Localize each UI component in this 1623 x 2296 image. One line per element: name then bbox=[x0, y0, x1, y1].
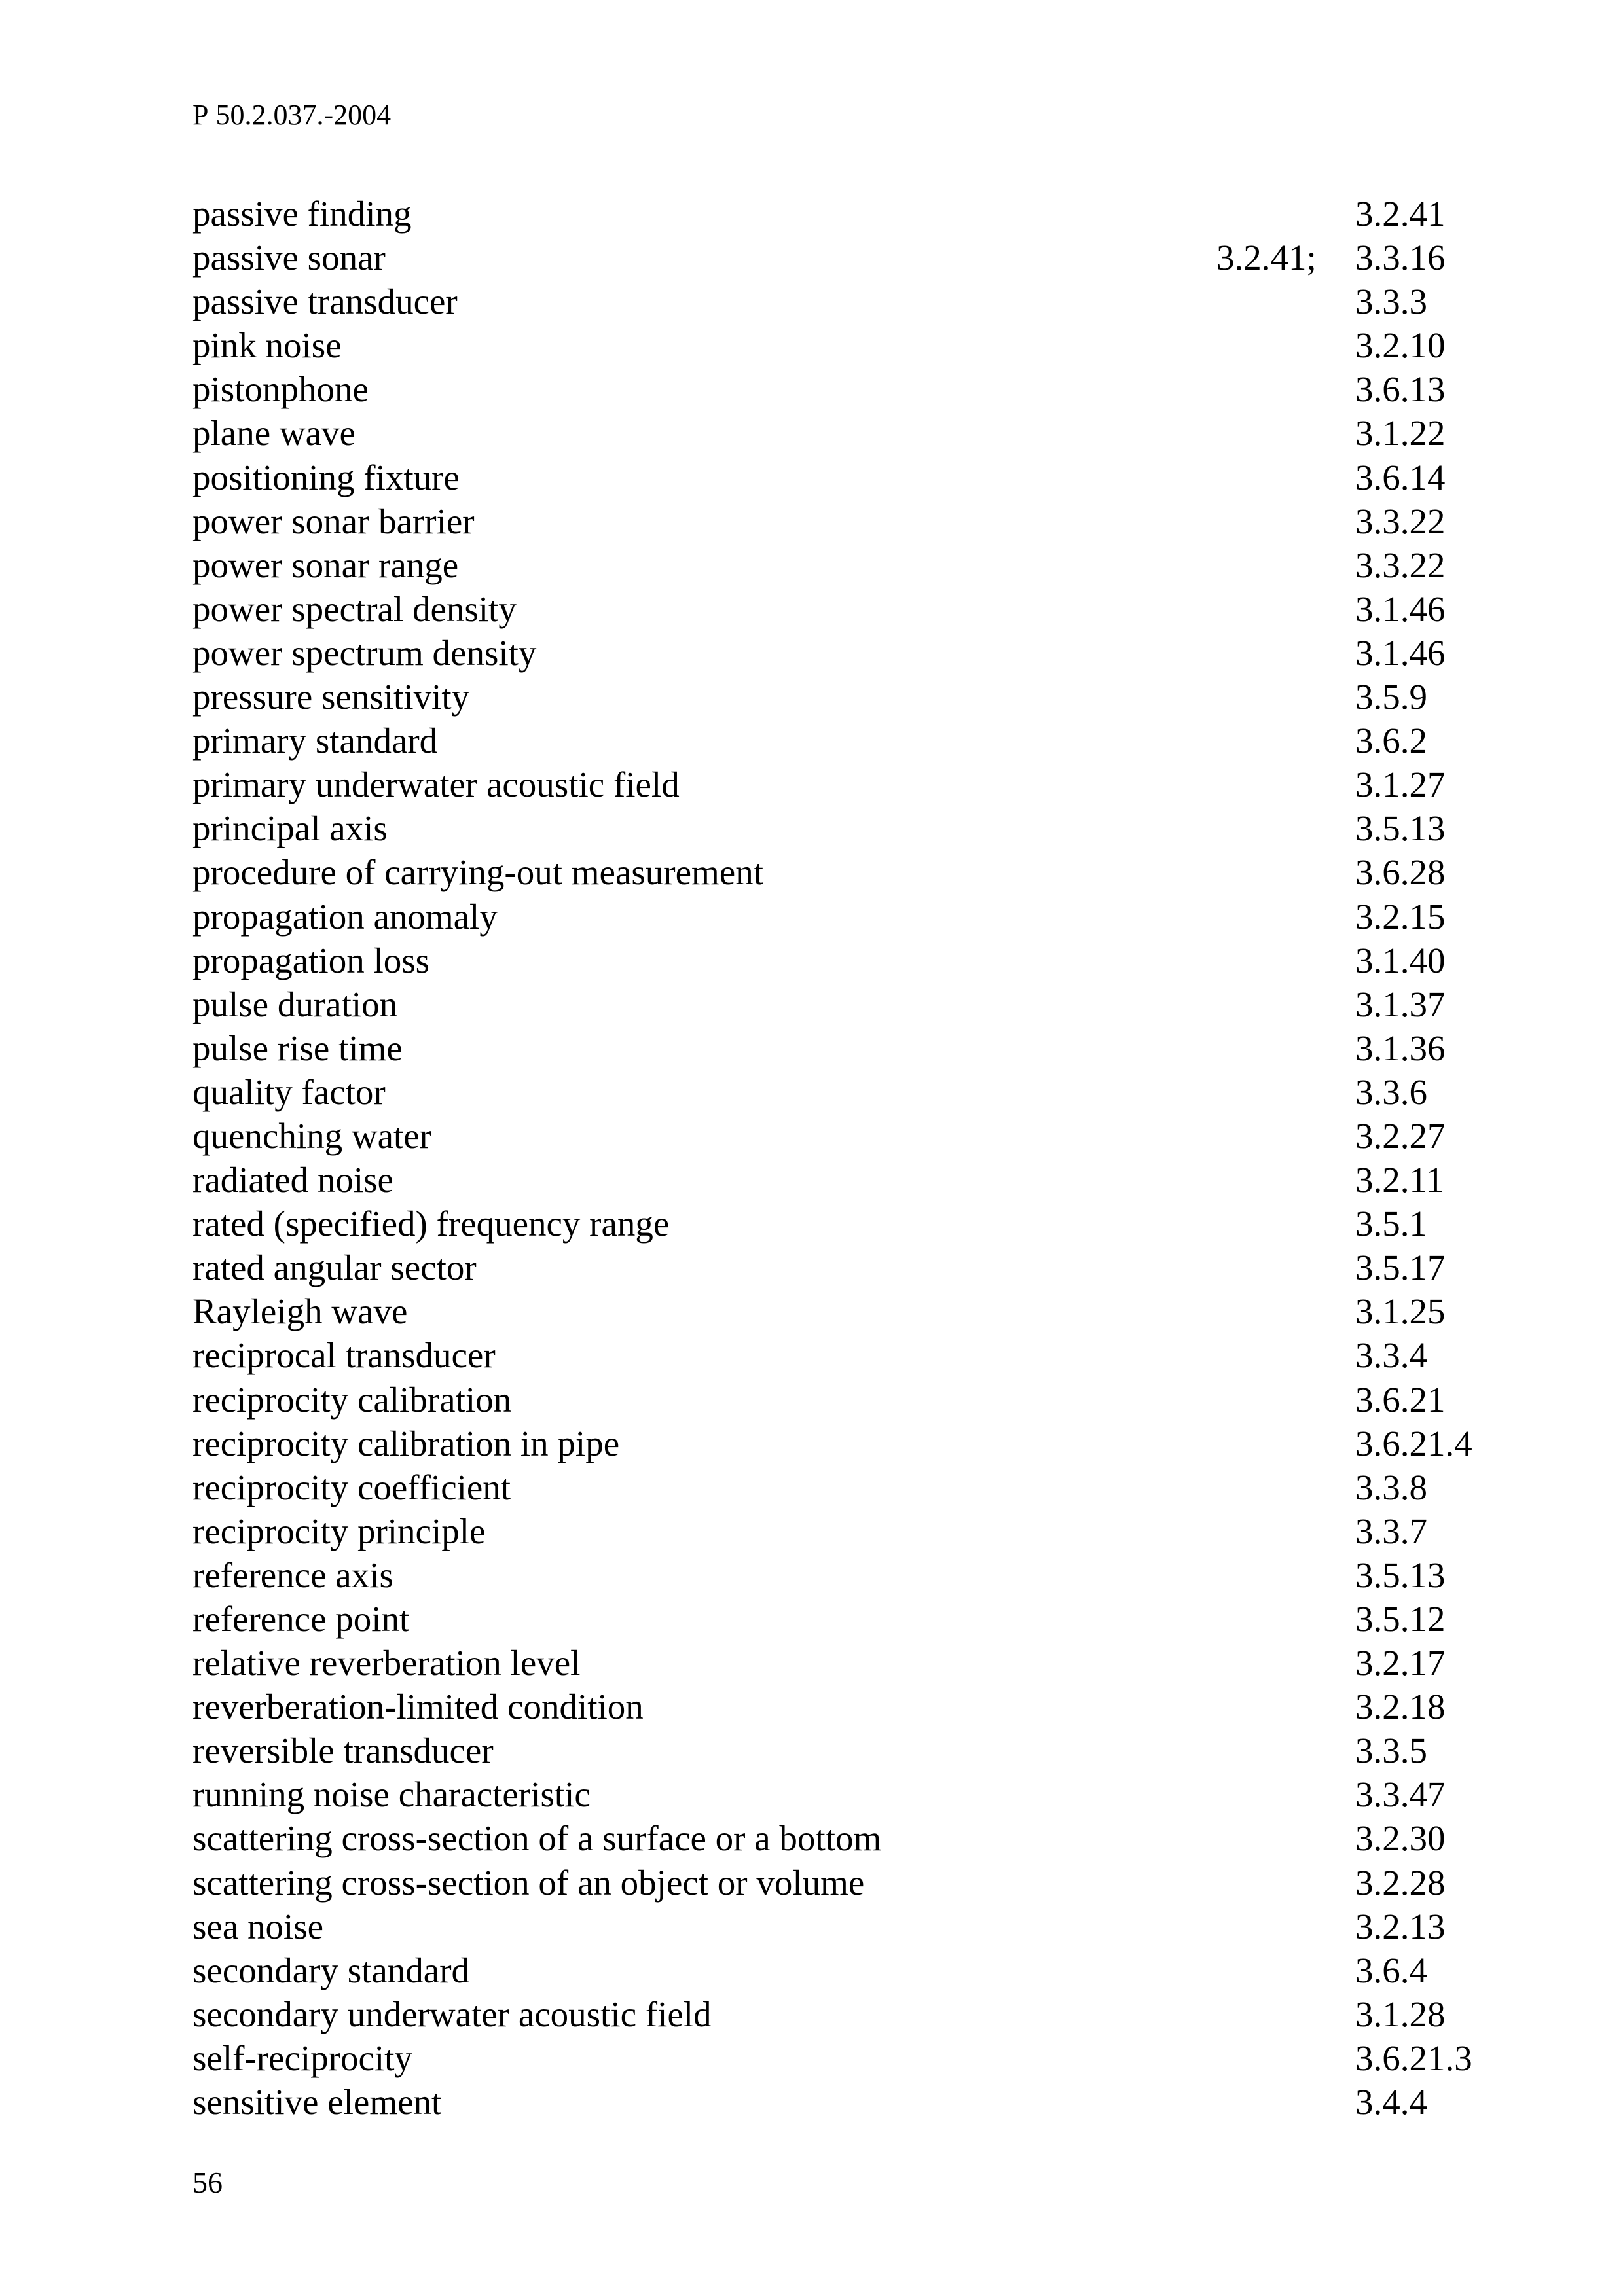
index-ref: 3.5.9 bbox=[1355, 677, 1427, 717]
index-ref: 3.1.46 bbox=[1355, 588, 1446, 629]
index-ref: 3.6.21.3 bbox=[1355, 2037, 1472, 2078]
index-entry bbox=[192, 1553, 1502, 1597]
index-entry bbox=[192, 1641, 1502, 1685]
index-ref: 3.3.22 bbox=[1355, 545, 1446, 585]
index-entry bbox=[192, 1509, 1502, 1553]
index-entry bbox=[192, 1333, 1502, 1377]
index-term: secondary standard bbox=[192, 1950, 470, 1990]
index-entry bbox=[192, 456, 1502, 499]
index-entry bbox=[192, 1246, 1502, 1289]
index-term: secondary underwater acoustic field bbox=[192, 1994, 712, 2034]
index-term: power spectral density bbox=[192, 588, 517, 629]
index-term: Rayleigh wave bbox=[192, 1291, 408, 1332]
index-entry bbox=[192, 719, 1502, 762]
index-term: power sonar barrier bbox=[192, 501, 475, 541]
index-entry bbox=[192, 587, 1502, 631]
index-entry bbox=[192, 411, 1502, 455]
index-term: positioning fixture bbox=[192, 457, 460, 497]
index-ref: 3.2.17 bbox=[1355, 1643, 1446, 1683]
index-term: rated (specified) frequency range bbox=[192, 1204, 670, 1244]
index-term: quality factor bbox=[192, 1071, 386, 1112]
index-ref: 3.1.40 bbox=[1355, 940, 1446, 980]
index-term: scattering cross-section of a surface or a bottom bbox=[192, 1818, 882, 1859]
index-entry bbox=[192, 939, 1502, 982]
index-ref: 3.6.21 bbox=[1355, 1379, 1446, 1420]
index-ref: 3.3.3 bbox=[1355, 281, 1427, 322]
index-term: pulse rise time bbox=[192, 1028, 403, 1068]
index-term: pulse duration bbox=[192, 984, 398, 1024]
index-term: running noise characteristic bbox=[192, 1774, 591, 1815]
index-ref: 3.6.13 bbox=[1355, 369, 1446, 410]
index-term: primary standard bbox=[192, 721, 438, 761]
index-entry bbox=[192, 543, 1502, 587]
index-term: reciprocal transducer bbox=[192, 1335, 496, 1376]
index-term: reversible transducer bbox=[192, 1731, 494, 1771]
index-entry bbox=[192, 1114, 1502, 1158]
index-ref: 3.3.47 bbox=[1355, 1774, 1446, 1815]
index-entry bbox=[192, 1597, 1502, 1641]
index-term: reciprocity coefficient bbox=[192, 1467, 511, 1507]
index-entry bbox=[192, 236, 1502, 279]
index-ref: 3.1.37 bbox=[1355, 984, 1446, 1024]
index-term: sea noise bbox=[192, 1906, 324, 1946]
index-ref: 3.1.46 bbox=[1355, 632, 1446, 673]
index-term: passive transducer bbox=[192, 281, 458, 322]
index-entry bbox=[192, 499, 1502, 543]
index-entry bbox=[192, 895, 1502, 939]
index-ref: 3.3.4 bbox=[1355, 1335, 1427, 1376]
index-ref: 3.1.28 bbox=[1355, 1994, 1446, 2034]
index-ref: 3.5.12 bbox=[1355, 1599, 1446, 1639]
index-ref: 3.4.4 bbox=[1355, 2082, 1427, 2123]
index-ref: 3.2.13 bbox=[1355, 1906, 1446, 1946]
index-entry bbox=[192, 1729, 1502, 1772]
index-entry bbox=[192, 1861, 1502, 1905]
index-entry bbox=[192, 279, 1502, 323]
index-entry bbox=[192, 367, 1502, 411]
index-ref: 3.5.1 bbox=[1355, 1204, 1427, 1244]
page-number: 56 bbox=[192, 2166, 223, 2199]
index-term: passive sonar bbox=[192, 238, 386, 278]
index-entry bbox=[192, 323, 1502, 367]
index-entry bbox=[192, 1772, 1502, 1816]
index-term: propagation loss bbox=[192, 940, 430, 980]
index-entry bbox=[192, 1992, 1502, 2036]
index-term: radiated noise bbox=[192, 1160, 393, 1200]
index-ref: 3.2.18 bbox=[1355, 1687, 1446, 1727]
index-entry bbox=[192, 1465, 1502, 1509]
index-term: pressure sensitivity bbox=[192, 677, 470, 717]
index-entry bbox=[192, 1378, 1502, 1422]
index-term: reciprocity calibration in pipe bbox=[192, 1423, 620, 1463]
index-ref: 3.2.15 bbox=[1355, 896, 1446, 937]
index-ref: 3.2.28 bbox=[1355, 1862, 1446, 1903]
index-ref: 3.2.10 bbox=[1355, 325, 1446, 366]
index-term: relative reverberation level bbox=[192, 1643, 581, 1683]
index-ref: 3.6.4 bbox=[1355, 1950, 1427, 1990]
index-entry bbox=[192, 762, 1502, 806]
index-entry bbox=[192, 1070, 1502, 1114]
index-term: self-reciprocity bbox=[192, 2037, 412, 2078]
index-ref: 3.6.14 bbox=[1355, 457, 1446, 497]
document-code: Р 50.2.037.-2004 bbox=[192, 99, 392, 131]
index-entry bbox=[192, 850, 1502, 894]
index-entry bbox=[192, 1948, 1502, 1992]
index-entry bbox=[192, 1685, 1502, 1729]
index-entry bbox=[192, 982, 1502, 1026]
index-term: primary underwater acoustic field bbox=[192, 764, 680, 805]
index-entry bbox=[192, 1905, 1502, 1948]
index-ref: 3.5.13 bbox=[1355, 808, 1446, 849]
index-ref: 3.6.28 bbox=[1355, 852, 1446, 893]
index-ref: 3.2.41 bbox=[1355, 194, 1446, 234]
index-entry bbox=[192, 806, 1502, 850]
index-term: rated angular sector bbox=[192, 1247, 477, 1288]
index-entry bbox=[192, 1816, 1502, 1860]
index-term: procedure of carrying-out measurement bbox=[192, 852, 763, 893]
index-ref: 3.1.25 bbox=[1355, 1291, 1446, 1332]
index-ref: 3.3.6 bbox=[1355, 1071, 1427, 1112]
index-ref-extra: 3.2.41; bbox=[1216, 238, 1317, 278]
index-term: quenching water bbox=[192, 1115, 431, 1156]
index-term: reverberation-limited condition bbox=[192, 1687, 644, 1727]
index-term: reference point bbox=[192, 1599, 410, 1639]
index-term: passive finding bbox=[192, 194, 412, 234]
index-ref: 3.6.21.4 bbox=[1355, 1423, 1472, 1463]
index-term: power spectrum density bbox=[192, 632, 537, 673]
index-term: reciprocity principle bbox=[192, 1511, 486, 1551]
index-term: principal axis bbox=[192, 808, 388, 849]
index-ref: 3.1.27 bbox=[1355, 764, 1446, 805]
index-ref: 3.3.5 bbox=[1355, 1731, 1427, 1771]
index-term: pink noise bbox=[192, 325, 342, 366]
index-ref: 3.2.30 bbox=[1355, 1818, 1446, 1859]
index-term: reference axis bbox=[192, 1554, 393, 1595]
index-ref: 3.5.13 bbox=[1355, 1554, 1446, 1595]
index-entry bbox=[192, 675, 1502, 719]
index-ref: 3.6.2 bbox=[1355, 721, 1427, 761]
index-ref: 3.1.36 bbox=[1355, 1028, 1446, 1068]
index-ref: 3.2.27 bbox=[1355, 1115, 1446, 1156]
index-ref: 3.3.22 bbox=[1355, 501, 1446, 541]
index-entry bbox=[192, 1422, 1502, 1465]
index-list bbox=[192, 192, 1502, 2124]
index-entry bbox=[192, 192, 1502, 236]
index-ref: 3.5.17 bbox=[1355, 1247, 1446, 1288]
index-entry bbox=[192, 1158, 1502, 1202]
index-entry bbox=[192, 2080, 1502, 2124]
index-entry bbox=[192, 631, 1502, 675]
index-ref: 3.3.16 bbox=[1355, 238, 1446, 278]
index-term: pistonphone bbox=[192, 369, 369, 410]
index-term: plane wave bbox=[192, 413, 356, 454]
index-term: power sonar range bbox=[192, 545, 459, 585]
index-ref: 3.3.8 bbox=[1355, 1467, 1427, 1507]
index-term: sensitive element bbox=[192, 2082, 442, 2123]
index-term: reciprocity calibration bbox=[192, 1379, 512, 1420]
index-entry bbox=[192, 2036, 1502, 2080]
index-entry bbox=[192, 1289, 1502, 1333]
index-ref: 3.1.22 bbox=[1355, 413, 1446, 454]
index-ref: 3.3.7 bbox=[1355, 1511, 1427, 1551]
index-entry bbox=[192, 1026, 1502, 1070]
index-term: propagation anomaly bbox=[192, 896, 498, 937]
index-term: scattering cross-section of an object or volume bbox=[192, 1862, 865, 1903]
index-entry bbox=[192, 1202, 1502, 1246]
index-ref: 3.2.11 bbox=[1355, 1160, 1444, 1200]
